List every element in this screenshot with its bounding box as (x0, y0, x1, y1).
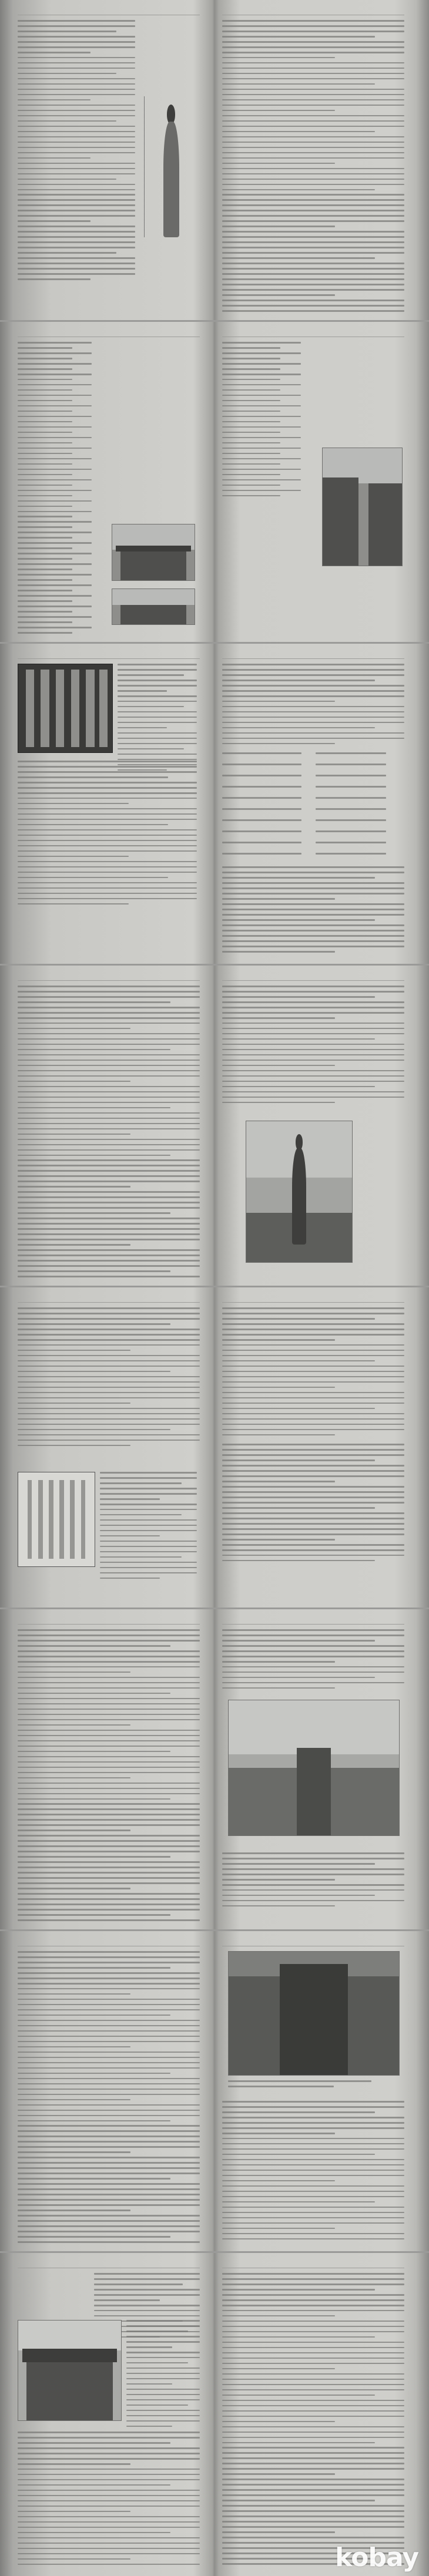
courtyard-photo (112, 588, 195, 625)
running-header (18, 2261, 200, 2268)
book-spread-1 (0, 0, 429, 320)
list-column (222, 342, 316, 496)
side-text (100, 1472, 197, 1583)
body-text (222, 20, 404, 312)
running-header (222, 1939, 404, 1946)
left-page (18, 974, 200, 1277)
body-text-2 (18, 2432, 200, 2568)
left-page (18, 330, 200, 634)
running-header (222, 1296, 404, 1303)
running-header (222, 974, 404, 981)
running-header (18, 8, 200, 15)
calligraphy-rubbing (18, 664, 113, 753)
body-text (18, 1307, 200, 1446)
running-header (222, 2261, 404, 2268)
caption-text (228, 2080, 398, 2091)
left-page (18, 652, 200, 956)
right-page (222, 1939, 404, 2243)
right-page (222, 330, 404, 634)
body-text (222, 1629, 404, 1689)
body-text (18, 1951, 200, 2243)
watermark-logo: kobay (335, 2543, 418, 2572)
document-box (18, 1472, 95, 1567)
book-spread-7 (0, 1931, 429, 2251)
left-page (18, 1617, 200, 1921)
left-page (18, 8, 200, 312)
running-header (222, 1617, 404, 1625)
running-header (18, 974, 200, 981)
palace-photo (112, 524, 195, 581)
running-header (18, 330, 200, 337)
right-page (222, 1617, 404, 1921)
running-header (222, 652, 404, 659)
body-text (18, 986, 200, 1277)
right-page (222, 652, 404, 956)
running-header (222, 330, 404, 337)
running-header (18, 1939, 200, 1946)
body-text-2 (222, 1852, 404, 1911)
body-text (222, 1307, 404, 1435)
body-text-2 (222, 866, 404, 952)
book-spread-2 (0, 322, 429, 642)
book-spread-5 (0, 1287, 429, 1608)
right-page (222, 2261, 404, 2568)
book-spread-3 (0, 644, 429, 964)
right-page (222, 974, 404, 1277)
body-text (18, 1629, 200, 1921)
running-header (18, 1296, 200, 1303)
two-column-list (222, 749, 398, 860)
body-text (222, 2273, 404, 2568)
right-page (222, 1296, 404, 1599)
body-text-2 (222, 1444, 404, 1561)
side-text (126, 2320, 200, 2431)
book-spread-4 (0, 966, 429, 1286)
temple-photo (18, 2320, 122, 2421)
side-text (118, 664, 197, 775)
list-column (18, 342, 106, 634)
body-text (18, 20, 135, 280)
running-header (18, 652, 200, 659)
body-text (222, 664, 404, 744)
left-page (18, 1296, 200, 1599)
body-text (222, 986, 404, 1103)
left-page (18, 1939, 200, 2243)
running-header (222, 8, 404, 15)
cliff-photo (228, 1951, 400, 2076)
left-page (18, 2261, 200, 2568)
book-spread-6 (0, 1609, 429, 1929)
figure-illustration (144, 96, 197, 237)
right-page (222, 8, 404, 312)
running-header (18, 1617, 200, 1625)
statue-photo (246, 1121, 353, 1263)
tower-landscape-photo (228, 1700, 400, 1836)
street-photo (322, 448, 403, 566)
body-text (222, 2101, 404, 2243)
book-spread-8 (0, 2253, 429, 2576)
body-text (18, 761, 197, 909)
